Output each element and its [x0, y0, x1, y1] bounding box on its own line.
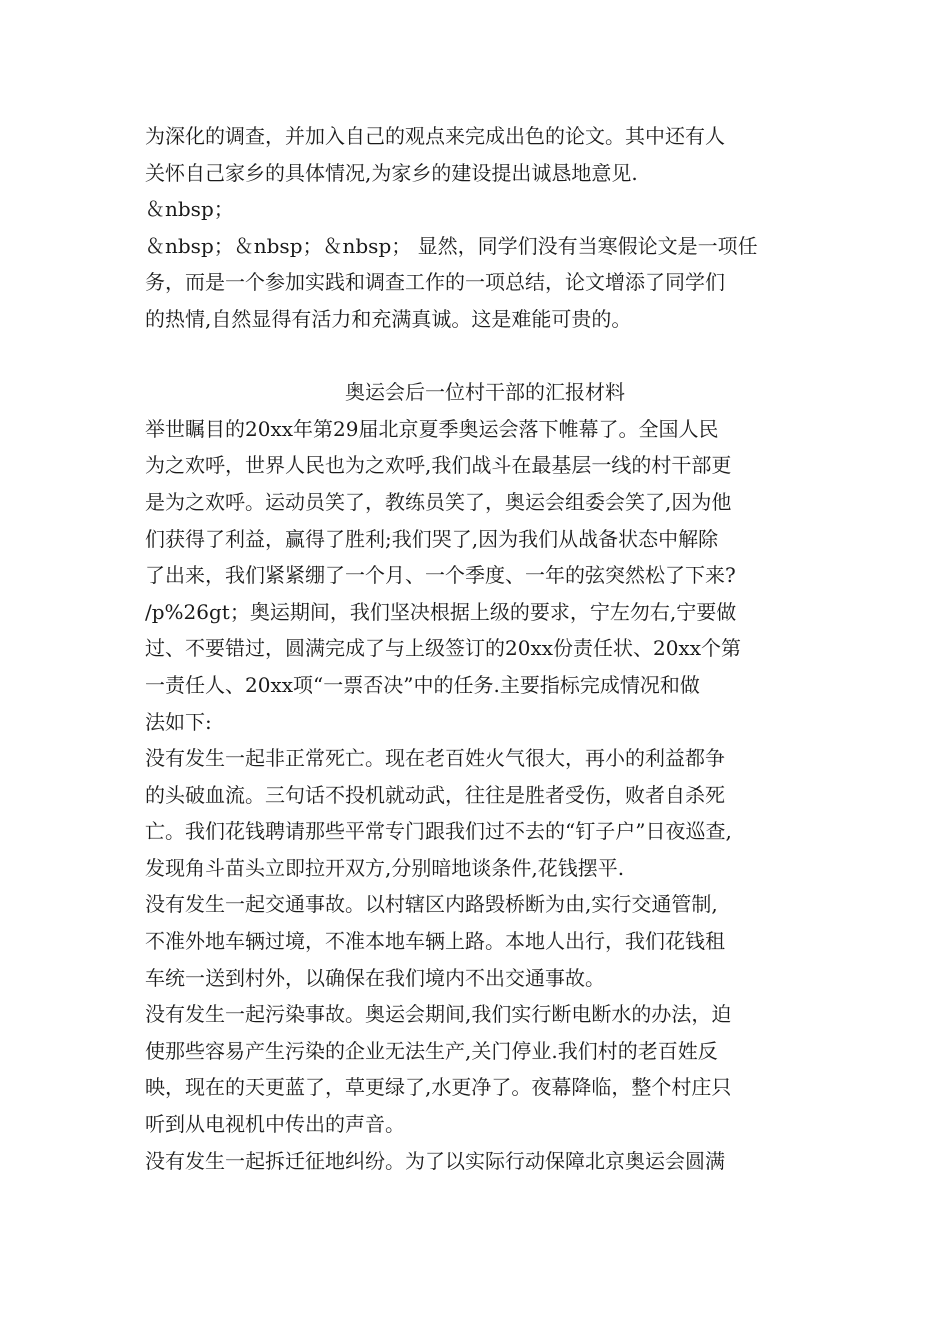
text-line: 的头破血流。三句话不投机就动武，往往是胜者受伤，败者自杀死	[145, 782, 725, 807]
text-line: 不准外地车辆过境，不准本地车辆上路。本地人出行，我们花钱租	[145, 929, 725, 954]
text-line: ＆nbsp；＆nbsp；＆nbsp； 显然，同学们没有当寒假论文是一项任	[145, 233, 758, 258]
blank-line	[145, 338, 813, 375]
report-paragraph-no-pollution	[145, 996, 813, 1142]
text-line: 为深化的调查，并加入自己的观点来完成出色的论文。其中还有人	[145, 124, 725, 148]
text-line: 没有发生一起非正常死亡。现在老百姓火气很大，再小的利益都争	[145, 746, 725, 771]
text-line: 车统一送到村外，以确保在我们境内不出交通事故。	[145, 965, 605, 990]
text-line: 过、不要错过，圆满完成了与上级签订的20xx份责任状、20xx个第	[145, 636, 742, 661]
text-line: 举世瞩目的20xx年第29届北京夏季奥运会落下帷幕了。全国人民	[145, 416, 719, 441]
document-body	[145, 118, 813, 1179]
report-title: 奥运会后一位村干部的汇报材料	[345, 380, 625, 405]
text-line: 了出来，我们紧紧绷了一个月、一个季度、一年的弦突然松了下来?	[145, 563, 736, 588]
nbsp-line: ＆nbsp；	[145, 197, 234, 222]
text-line: 亡。我们花钱聘请那些平常专门跟我们过不去的“钉子户”日夜巡查,	[145, 819, 732, 844]
text-line: 为之欢呼，世界人民也为之欢呼,我们战斗在最基层一线的村干部更	[145, 453, 732, 478]
text-line: 务，而是一个参加实践和调查工作的一项总结，论文增添了同学们	[145, 270, 725, 295]
text-line: 发现角斗苗头立即拉开双方,分别暗地谈条件,花钱摆平.	[145, 855, 625, 880]
text-line: 一责任人、20xx项“一票否决”中的任务.主要指标完成情况和做	[145, 672, 700, 697]
report-paragraph-opening	[145, 411, 813, 740]
text-line: 映，现在的天更蓝了，草更绿了,水更净了。夜幕降临，整个村庄只	[145, 1075, 732, 1100]
text-line: 使那些容易产生污染的企业无法生产,关门停业.我们村的老百姓反	[145, 1038, 718, 1063]
text-line: 的热情,自然显得有活力和充满真诚。这是难能可贵的。	[145, 306, 632, 331]
intro-paragraph	[145, 118, 813, 191]
text-line: 法如下:	[145, 709, 212, 734]
text-line: 是为之欢呼。运动员笑了，教练员笑了，奥运会组委会笑了,因为他	[145, 489, 732, 514]
text-line: 没有发生一起污染事故。奥运会期间,我们实行断电断水的办法，迫	[145, 1002, 732, 1027]
text-line: 们获得了利益，赢得了胜利;我们哭了,因为我们从战备状态中解除	[145, 526, 719, 551]
text-line: /p%26gt；奥运期间，我们坚决根据上级的要求，宁左勿右,宁要做	[145, 599, 737, 624]
report-paragraph-no-demolition-disputes	[145, 1143, 813, 1180]
report-paragraph-no-deaths	[145, 740, 813, 886]
text-line: 没有发生一起拆迁征地纠纷。为了以实际行动保障北京奥运会圆满	[145, 1148, 725, 1173]
report-paragraph-no-traffic-accidents	[145, 886, 813, 996]
text-line: 没有发生一起交通事故。以村辖区内路毁桥断为由,实行交通管制,	[145, 892, 718, 917]
conclusion-paragraph	[145, 228, 813, 338]
text-line: 关怀自己家乡的具体情况,为家乡的建设提出诚恳地意见.	[145, 160, 638, 185]
text-line: 听到从电视机中传出的声音。	[145, 1112, 405, 1137]
